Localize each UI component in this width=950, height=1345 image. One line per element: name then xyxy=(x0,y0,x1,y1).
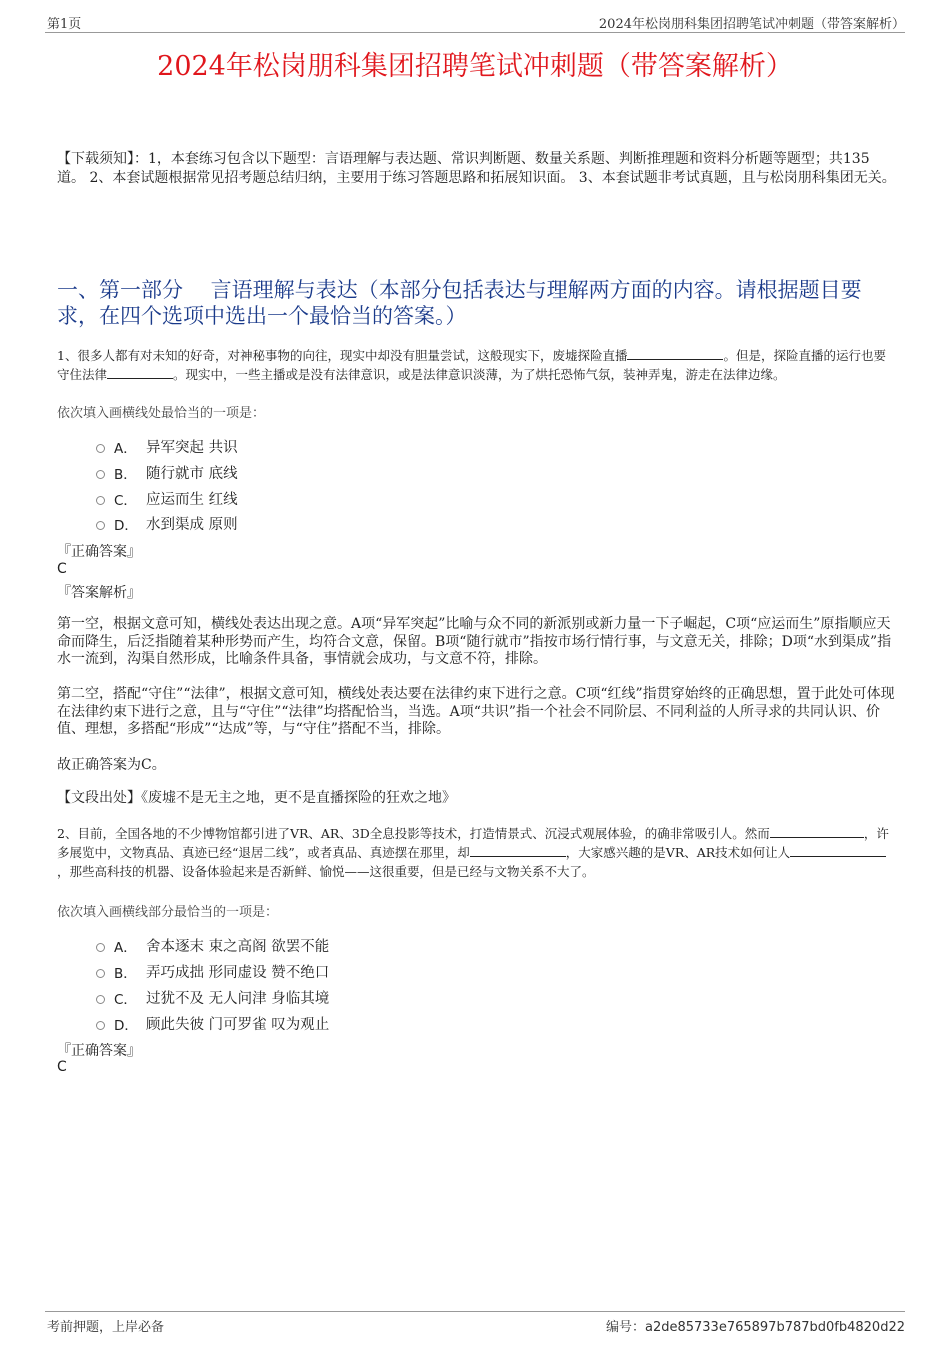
question-1-option-d[interactable] xyxy=(96,513,238,534)
blank-2 xyxy=(470,844,566,857)
radio-icon[interactable] xyxy=(96,1021,105,1030)
correct-answer-label: 『正确答案』 xyxy=(57,544,141,560)
blank-3 xyxy=(790,844,886,857)
option-text: 水到渠成 原则 xyxy=(146,517,238,533)
section-heading: 一、第一部分 言语理解与表达（本部分包括表达与理解两方面的内容。请根据题目要求，在四个选项中选出一个最恰当的答案。） xyxy=(57,278,862,328)
option-letter: A． xyxy=(114,939,137,956)
analysis-label: 『答案解析』 xyxy=(57,585,141,601)
option-letter: A． xyxy=(114,440,137,457)
question-2-option-b[interactable] xyxy=(96,961,329,982)
question-1-source: 【文段出处】《废墟不是无主之地，更不是直播探险的狂欢之地》 xyxy=(57,790,456,806)
question-2-text-part-b: ，许多展览中，文物真品、真迹已经“退居二线”，或者真品、真迹摆在那里，却 xyxy=(57,826,889,860)
question-1-conclusion: 故正确答案为C。 xyxy=(57,757,166,773)
blank-1 xyxy=(627,347,723,360)
blank-2 xyxy=(107,366,173,379)
option-letter: C． xyxy=(114,991,137,1008)
header-doc-title: 2024年松岗朋科集团招聘笔试冲刺题（带答案解析） xyxy=(598,17,905,32)
question-1-text-part-a: 1、很多人都有对未知的好奇，对神秘事物的向往，现实中却没有胆量尝试，这般现实下，废墟探险直播 xyxy=(57,348,628,363)
option-text: 顾此失彼 门可罗雀 叹为观止 xyxy=(146,1017,330,1033)
footer-slogan: 考前押题，上岸必备 xyxy=(47,1320,165,1335)
option-letter: B． xyxy=(114,466,137,483)
footer-code-label: 编号： xyxy=(605,1320,645,1335)
question-2-text-part-d: ，那些高科技的机器、设备体验起来是否新鲜、愉悦——这很重要，但是已经与文物关系不大了。 xyxy=(57,864,595,879)
question-1-option-c[interactable] xyxy=(96,488,238,509)
option-text: 异军突起 共识 xyxy=(146,440,238,456)
blank-1 xyxy=(770,825,864,838)
question-1-analysis-2: 第二空，搭配“守住”“法律”，根据文意可知，横线处表达要在法律约束下进行之意。C项“红线”指贯穿始终的正确思想，置于此处可体现在法律约束下进行之意，且与“守住”“法律”均搭配恰当，当选。A项“共识”指一个社会不同阶层、不同利益的人所寻求的共同认识、价值、理想，多搭配“形成”“达成”等，与“守住”搭配不当，排除。 xyxy=(57,686,895,737)
question-1-text-part-b: 。但是，探险直播的运行也要守住法律 xyxy=(57,348,886,382)
question-2-text-part-a: 2、目前，全国各地的不少博物馆都引进了VR、AR、3D全息投影等技术，打造情景式、沉浸式观展体验，的确非常吸引人。然而 xyxy=(57,826,770,841)
radio-icon[interactable] xyxy=(96,969,105,978)
question-1-analysis-1: 第一空，根据文意可知，横线处表达出现之意。A项“异军突起”比喻与众不同的新派别或新力量一下子崛起，C项“应运而生”原指顺应天命而降生，后泛指随着某种形势而产生，均符合文意，保留。B项“随行就市”指按市场行情行事，与文意无关，排除；D项“水到渠成”指水一流到，沟渠自然形成，比喻条件具备，事情就会成功，与文意不符，排除。 xyxy=(57,616,892,667)
question-1-instruction: 依次填入画横线处最恰当的一项是： xyxy=(57,406,266,421)
question-2-option-d[interactable] xyxy=(96,1013,329,1034)
option-letter: B． xyxy=(114,965,137,982)
option-text: 过犹不及 无人问津 身临其境 xyxy=(146,991,330,1007)
option-letter: C． xyxy=(114,492,137,509)
question-2-text xyxy=(57,824,897,881)
question-1-option-b[interactable] xyxy=(96,462,238,483)
radio-icon[interactable] xyxy=(96,943,105,952)
header-divider xyxy=(45,32,905,33)
question-1-text-part-c: 。现实中，一些主播或是没有法律意识，或是法律意识淡薄，为了烘托恐怖气氛，装神弄鬼，游走在法律边缘。 xyxy=(173,367,786,382)
question-1-text xyxy=(57,346,897,384)
option-text: 舍本逐末 束之高阁 欲罢不能 xyxy=(146,939,330,955)
download-notice: 【下载须知】：1，本套练习包含以下题型：言语理解与表达题、常识判断题、数量关系题、判断推理题和资料分析题等题型；共135道。 2、本套试题根据常见招考题总结归纳，主要用于练习答题思路和拓展知识面。 3、本套试题非考试真题，且与松岗朋科集团无关。 xyxy=(57,151,896,186)
correct-answer-label: 『正确答案』 xyxy=(57,1043,141,1059)
question-2-option-a[interactable] xyxy=(96,935,329,956)
option-text: 弄巧成拙 形同虚设 赞不绝口 xyxy=(146,965,330,981)
option-text: 随行就市 底线 xyxy=(146,466,238,482)
question-2-answer: C xyxy=(57,1059,67,1075)
question-1-answer: C xyxy=(57,561,67,577)
option-letter: D． xyxy=(114,1017,138,1034)
option-text: 应运而生 红线 xyxy=(146,492,238,508)
radio-icon[interactable] xyxy=(96,444,105,453)
footer-code-value: a2de85733e765897b787bd0fb4820d22 xyxy=(644,1320,905,1335)
footer-code xyxy=(606,1316,905,1335)
option-letter: D． xyxy=(114,517,138,534)
question-1-option-a[interactable] xyxy=(96,436,238,457)
document-title: 2024年松岗朋科集团招聘笔试冲刺题（带答案解析） xyxy=(157,51,793,82)
radio-icon[interactable] xyxy=(96,995,105,1004)
radio-icon[interactable] xyxy=(96,470,105,479)
footer-divider xyxy=(45,1311,905,1312)
page-number: 第1页 xyxy=(47,17,82,32)
question-2-option-c[interactable] xyxy=(96,987,329,1008)
question-2-instruction: 依次填入画横线部分最恰当的一项是： xyxy=(57,905,279,920)
radio-icon[interactable] xyxy=(96,521,105,530)
radio-icon[interactable] xyxy=(96,496,105,505)
question-2-text-part-c: ，大家感兴趣的是VR、AR技术如何让人 xyxy=(565,845,791,860)
